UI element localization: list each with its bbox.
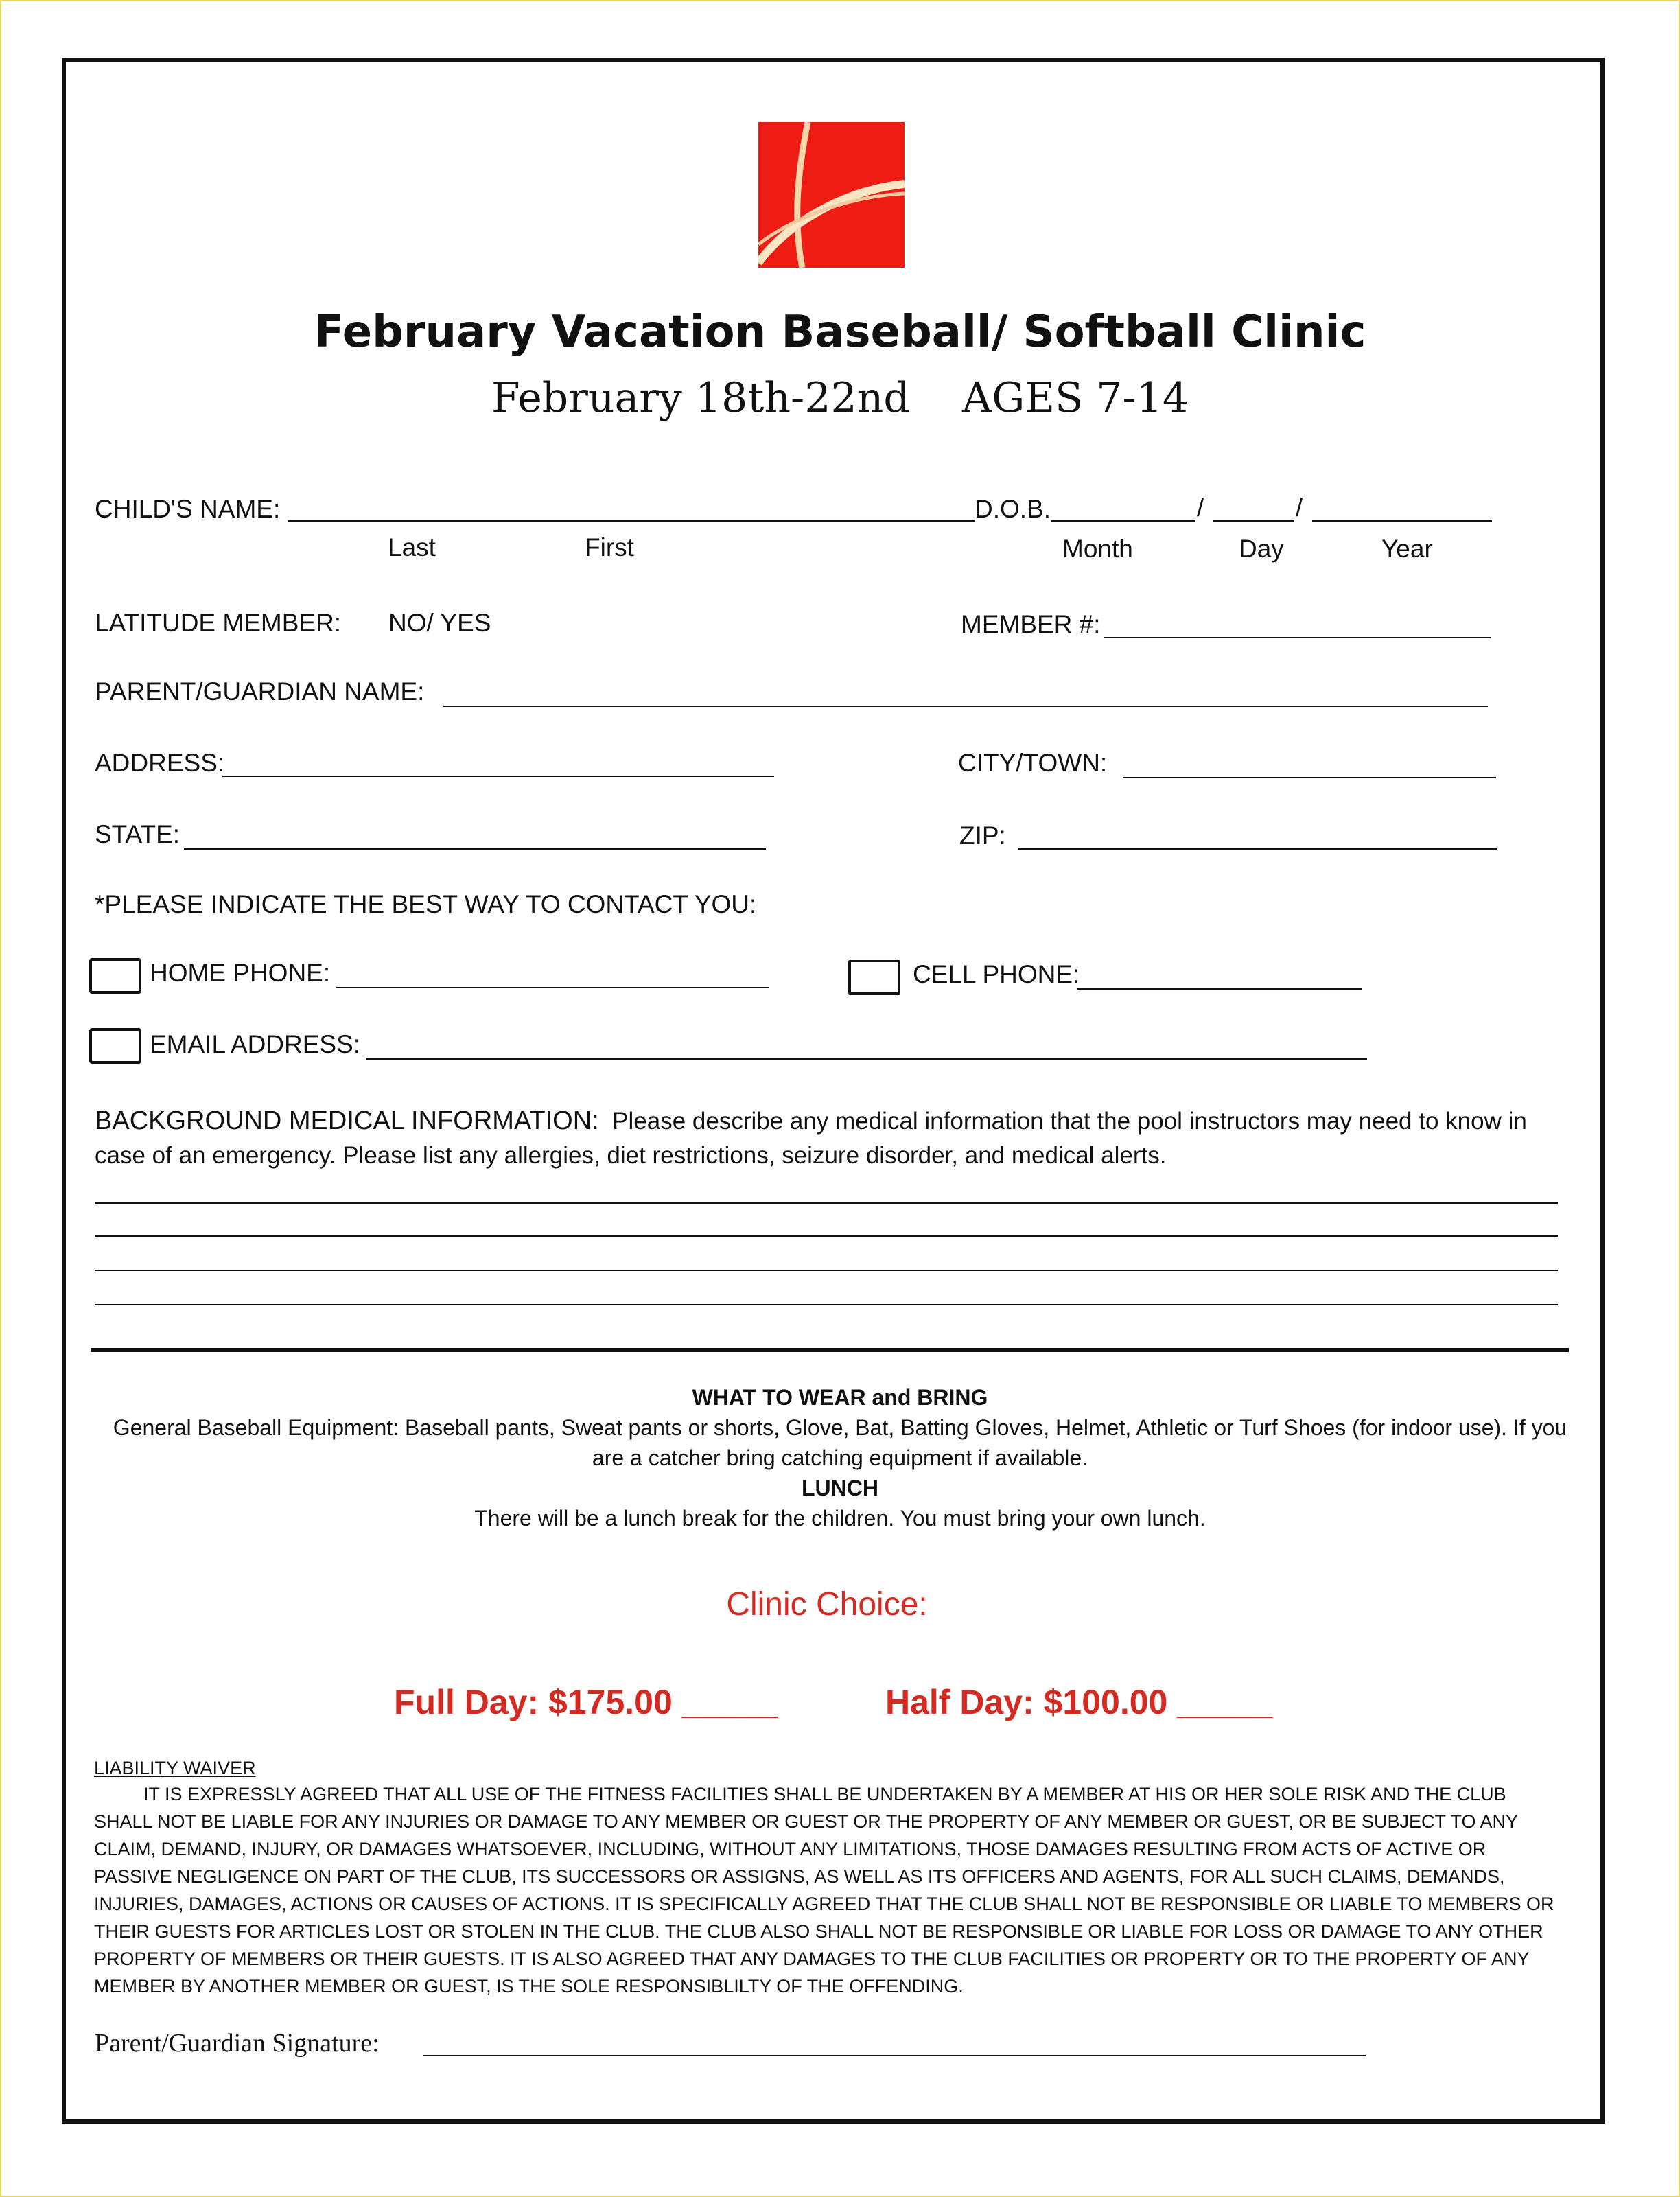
home-phone-checkbox[interactable] [89, 958, 141, 994]
address-label: ADDRESS: [95, 749, 225, 777]
dob-year-field[interactable] [1312, 520, 1492, 522]
dob-slash-2: / [1296, 493, 1303, 522]
dob-month-field[interactable] [1051, 520, 1195, 522]
member-number-field[interactable] [1104, 637, 1491, 638]
waiver-text: IT IS EXPRESSLY AGREED THAT ALL USE OF THE FITNESS FACILITIES SHALL BE UNDERTAKEN BY A MEMBER AT HIS OR HER SOLE RISK AND THE CLUB SHALL NOT BE LIABLE FOR ANY INJURIES OR DAMAGE TO ANY MEMBER OR GUEST OR THE PROPERTY OF ANY MEMBER OR GUEST, OR BE SUBJECT TO ANY CLAIM, DEMAND, INJURY, OR DAMAGES WHATSOEVER, INCLUDING, WITHOUT ANY LIMITATIONS, THOSE DAMAGES RESULTING FROM ACTS OF ACTIVE OR PASSIVE NEGLIGENCE ON PART OF THE CLUB, ITS SUCCESSORS OR ASSIGNS, AS WELL AS ITS OFFICERS AND AGENTS, FOR ALL SUCH CLAIMS, DEMANDS, INJURIES, DAMAGES, ACTIONS OR CAUSES OF ACTIONS. IT IS SPECIFICALLY AGREED THAT THE CLUB SHALL NOT BE RESPONSIBLE OR LIABLE TO MEMBERS OR THEIR GUESTS FOR ARTICLES LOST OR STOLEN IN THE CLUB. THE CLUB ALSO SHALL NOT BE RESPONSIBLE OR LIABLE FOR LOSS OR DAMAGE TO ANY OTHER PROPERTY OF MEMBERS OR THEIR GUESTS. IT IS ALSO AGREED THAT ANY DAMAGES TO THE CLUB FACILITIES OR PROPERTY OR TO THE PROPERTY OF ANY MEMBER BY ANOTHER MEMBER OR GUEST, IS THE SOLE RESPONSIBLILTY OF THE OFFENDING. [94, 1784, 1554, 1997]
clinic-dates: February 18th-22nd [491, 374, 910, 422]
state-field[interactable] [184, 848, 766, 850]
medical-heading: BACKGROUND MEDICAL INFORMATION: [95, 1106, 599, 1135]
member-number-label: MEMBER #: [961, 610, 1101, 638]
signature-field[interactable] [423, 2055, 1366, 2056]
logo-icon [758, 122, 905, 268]
medical-line-2[interactable] [95, 1235, 1558, 1237]
wear-text: General Baseball Equipment: Baseball pants, Sweat pants or shorts, Glove, Bat, Batting Gloves, Helmet, Athletic or Turf Shoes (for indoor use). If you are a catcher bring catching equipment if available. [113, 1415, 1567, 1470]
dob-label: D.O.B. [975, 495, 1051, 523]
form-title: February Vacation Baseball/ Softball Clinic [314, 307, 1366, 358]
address-field[interactable] [222, 776, 774, 777]
cell-phone-label: CELL PHONE: [913, 960, 1080, 988]
dob-day-field[interactable] [1213, 520, 1294, 522]
month-label: Month [1062, 535, 1133, 563]
medical-line-4[interactable] [95, 1304, 1558, 1305]
day-label: Day [1239, 535, 1284, 563]
wear-heading: WHAT TO WEAR and BRING [692, 1385, 988, 1410]
clinic-choice-heading: Clinic Choice: [726, 1586, 928, 1623]
wear-section [103, 1382, 1577, 1533]
signature-label: Parent/Guardian Signature: [95, 2029, 380, 2058]
email-label: EMAIL ADDRESS: [150, 1030, 361, 1058]
year-label: Year [1381, 535, 1433, 563]
waiver-heading: LIABILITY WAIVER [94, 1758, 256, 1778]
form-subtitle [0, 371, 1680, 426]
latitude-member-label: LATITUDE MEMBER: [95, 609, 342, 637]
city-town-field[interactable] [1123, 777, 1496, 778]
last-label: Last [388, 533, 436, 561]
zip-label: ZIP: [959, 822, 1006, 850]
child-name-label: CHILD'S NAME: [95, 495, 281, 523]
medical-line-1[interactable] [95, 1202, 1558, 1204]
email-checkbox[interactable] [89, 1028, 141, 1064]
state-label: STATE: [95, 820, 180, 848]
section-divider [91, 1348, 1569, 1352]
lunch-heading: LUNCH [802, 1476, 878, 1500]
full-day-option[interactable]: Full Day: $175.00 _____ [394, 1683, 778, 1721]
city-town-label: CITY/TOWN: [958, 749, 1108, 777]
medical-text: Please describe any medical information that the pool instructors may need to know in case of an emergency. Please list any allergies, diet restrictions, seizure disorder, and medical alerts. [95, 1108, 1527, 1169]
dob-slash-1: / [1197, 493, 1204, 522]
contact-prompt: *PLEASE INDICATE THE BEST WAY TO CONTACT YOU: [95, 890, 757, 918]
medical-line-3[interactable] [95, 1270, 1558, 1271]
zip-field[interactable] [1018, 848, 1497, 850]
medical-info [95, 1104, 1563, 1173]
home-phone-field[interactable] [336, 987, 769, 988]
age-range: AGES 7-14 [962, 374, 1189, 422]
home-phone-label: HOME PHONE: [150, 959, 331, 987]
parent-guardian-field[interactable] [443, 706, 1488, 707]
first-label: First [585, 533, 634, 561]
cell-phone-checkbox[interactable] [848, 960, 900, 995]
half-day-option[interactable]: Half Day: $100.00 _____ [885, 1683, 1273, 1721]
email-field[interactable] [366, 1058, 1367, 1060]
cell-phone-field[interactable] [1077, 988, 1362, 990]
lunch-text: There will be a lunch break for the children. You must bring your own lunch. [474, 1506, 1206, 1531]
parent-guardian-label: PARENT/GUARDIAN NAME: [95, 677, 425, 706]
latitude-member-options[interactable]: NO/ YES [388, 609, 491, 637]
child-name-field[interactable] [288, 520, 975, 522]
